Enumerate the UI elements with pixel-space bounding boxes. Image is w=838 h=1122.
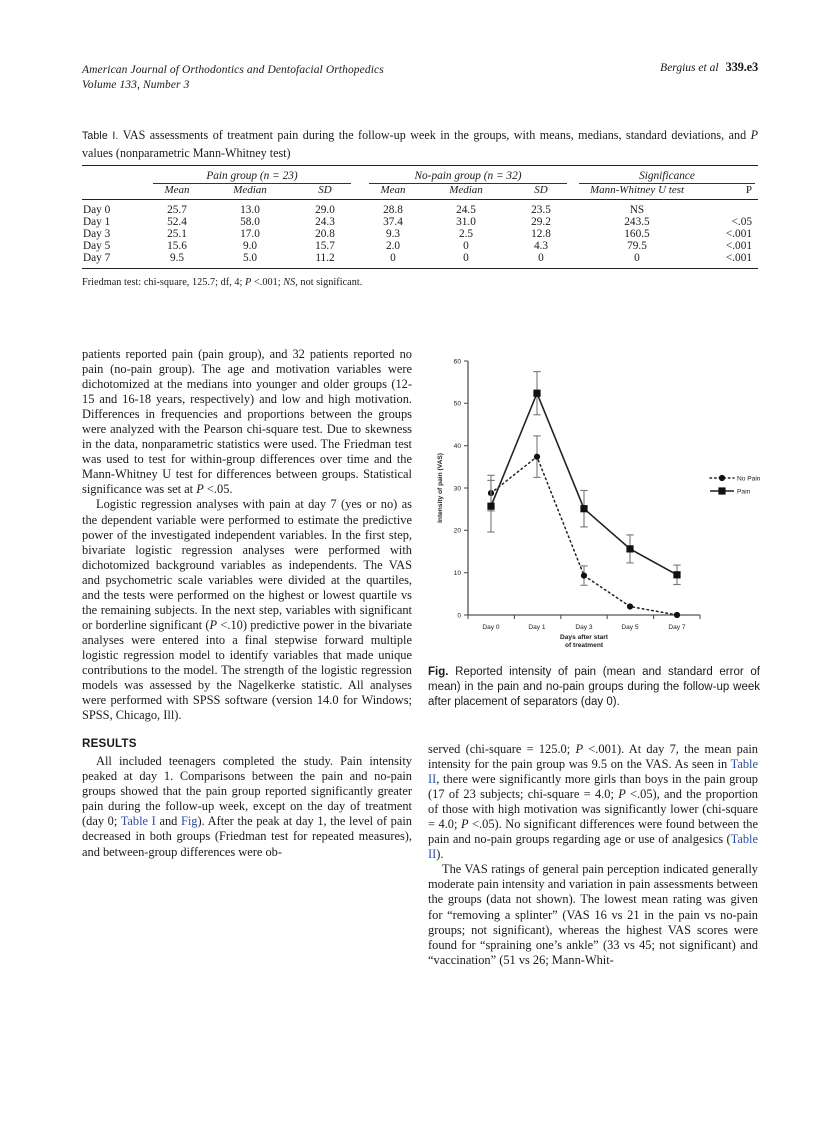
xref-figure[interactable]: Fig: [180, 814, 198, 829]
xref-table-ii-second[interactable]: Table II: [428, 832, 758, 862]
cell-pain-sd: 15.7: [315, 240, 335, 252]
subheader-nopain-sd: SD: [534, 184, 548, 196]
cell-p: <.05: [731, 216, 752, 228]
cell-day: Day 3: [83, 228, 111, 240]
cell-nopain-median: 0: [463, 240, 469, 252]
issue-number: 3: [183, 79, 190, 91]
cell-mwu: 0: [634, 252, 640, 264]
data-point-pain-day5: [626, 545, 633, 552]
cell-mwu: 79.5: [627, 240, 647, 252]
table-row: [82, 204, 758, 216]
volume-number: 133,: [119, 79, 140, 91]
subheader-p: P: [745, 184, 752, 196]
cell-pain-median: 13.0: [240, 204, 260, 216]
legend-entry-pain: [710, 487, 751, 495]
cell-nopain-mean: 2.0: [385, 240, 401, 252]
table-label: Table I.: [82, 130, 119, 142]
data-point-no-pain-day5: [627, 603, 633, 609]
cell-nopain-sd: 29.2: [531, 216, 551, 228]
table-subheader-row: [82, 184, 758, 196]
figure-chart: [428, 347, 760, 657]
series-line-pain: [491, 393, 677, 575]
table-footnote: Friedman test: chi-square, 125.7; df, 4; P <.001; NS, not significant.: [82, 277, 363, 288]
cell-pain-sd: 11.2: [315, 252, 335, 264]
figure-caption-text: Reported intensity of pain (mean and standard error of mean) in the pain and no-pain groups during the follow-up week after placement of separators (day 0).: [428, 666, 760, 709]
paragraph-results-opening: All included teenagers completed the study. Pain intensity peaked at day 1. Comparisons between the pain and no-pain groups showed that the pain group reported significantly greater pain during the follow-up week, except on the day of treatment (day 0; Table I and Fig). After the peak at day 1, the level of pain decreased in both groups (Friedman test for repeated measures), and between-group differences were ob-: [82, 754, 412, 859]
cell-nopain-mean: 0: [390, 252, 396, 264]
cell-mwu: 243.5: [624, 216, 650, 228]
svg-text:20: 20: [453, 527, 461, 535]
figure-caption: [428, 665, 760, 711]
cell-nopain-sd: 12.8: [531, 228, 551, 240]
svg-text:50: 50: [453, 400, 461, 408]
table-row: [82, 228, 758, 240]
svg-text:of treatment: of treatment: [564, 642, 604, 649]
cell-nopain-median: 2.5: [458, 228, 474, 240]
svg-text:0: 0: [457, 612, 461, 620]
svg-text:60: 60: [453, 358, 461, 366]
cell-pain-median: 9.0: [242, 240, 258, 252]
table-caption: [82, 127, 758, 161]
cell-nopain-mean: 28.8: [383, 204, 403, 216]
x-axis-title: [560, 634, 609, 649]
group-header-nopain: [360, 170, 576, 184]
cell-p: <.001: [725, 228, 752, 240]
paragraph-logistic-regression: Logistic regression analyses with pain at day 7 (yes or no) as the dependent variable were performed to estimate the predictive power of the investigated independent variables. In the first step, bivariate logistic regression analyses were performed with dichotomized background variables as independents. The VAS and psychometric scale variables were divided at the quartiles, and the tests were performed on the highest or lowest quartile vs the remaining subjects. In the next step, variables with significant or borderline significant (P <.10) predictive power in the bivariate analyses were entered into a final stepwise forward multiple logistic regression model to identify variables that made unique contributions to the model. The strength of the logistic regression models was assessed by the Nagelkerke statistic. All analyses were performed with SPSS software (version 14.0 for Windows; SPSS, Chicago, Ill).: [82, 497, 412, 723]
svg-text:30: 30: [453, 485, 461, 493]
section-heading-results: RESULTS: [82, 737, 137, 751]
data-point-no-pain-day1: [534, 454, 540, 460]
y-axis-title: Intensity of pain (VAS): [437, 453, 444, 523]
data-point-no-pain-day7: [674, 612, 680, 618]
cell-day: Day 7: [83, 252, 111, 264]
subheader-pain-median: Median: [233, 184, 267, 196]
author-citation: Bergius et al: [660, 62, 719, 74]
subheader-nopain-mean: Mean: [380, 184, 406, 196]
svg-text:Day 5: Day 5: [621, 624, 639, 631]
cell-pain-sd: 20.8: [315, 228, 335, 240]
legend-marker-no-pain: [719, 475, 725, 481]
legend-entry-no-pain: [710, 475, 760, 483]
paragraph-vas-ratings: The VAS ratings of general pain perception indicated generally moderate pain intensity and variation in pain assessments between the groups (data not shown). The lowest mean rating was given for “removing a splinter” (VAS 16 vs 21 in the pain vs no-pain groups; not significant), whereas the highest VAS scores were found for “spraining one’s ankle” (33 vs 45; not significant) and “vaccination” (51 vs 26; Mann-Whit-: [428, 862, 758, 967]
cell-p: <.001: [725, 252, 752, 264]
xref-table-i[interactable]: Table I: [120, 814, 156, 829]
page-number: 339.e3: [725, 60, 758, 74]
volume-word: Volume: [82, 79, 117, 91]
cell-p: <.001: [725, 240, 752, 252]
table-row: [82, 252, 758, 264]
cell-mwu: NS: [629, 204, 645, 216]
chart-legend: [710, 475, 760, 496]
running-head-right: [660, 60, 758, 75]
subheader-mwu: Mann-Whitney U test: [589, 184, 685, 196]
xref-table-ii-first[interactable]: Table II: [428, 757, 758, 787]
group-header-pain: [144, 170, 360, 184]
series-line-no-pain: [491, 457, 677, 615]
svg-text:Day 1: Day 1: [528, 624, 546, 631]
cell-nopain-sd: 4.3: [533, 240, 549, 252]
right-text-column: [428, 742, 758, 968]
cell-pain-sd: 24.3: [315, 216, 335, 228]
data-point-no-pain-day3: [581, 573, 587, 579]
pain-intensity-line-chart: [428, 347, 760, 657]
paragraph-results-continued: served (chi-square = 125.0; P <.001). At day 7, the mean pain intensity for the pain group was 9.5 on the VAS. As seen in Table II, there were significantly more girls than boys in the pain group (17 of 23 subjects; chi-square = 4.0; P <.05), and the proportion of those with high motivation was significantly lower (chi-square = 4.0; P <.05). No significant differences were found between the pain and no-pain groups regarding age or use of analgesics (Table II).: [428, 742, 758, 862]
svg-text:10: 10: [453, 570, 461, 578]
table-row: [82, 240, 758, 252]
legend-label-no-pain: No Pain: [737, 475, 760, 483]
svg-text:Days after start: Days after start: [559, 634, 609, 641]
table-group-header-row: [82, 170, 758, 184]
svg-text:Day 7: Day 7: [668, 624, 686, 631]
cell-pain-mean: 52.4: [167, 216, 187, 228]
svg-text:Day 3: Day 3: [575, 624, 593, 631]
cell-pain-mean: 15.6: [167, 240, 187, 252]
cell-pain-median: 5.0: [242, 252, 258, 264]
figure-label: Fig.: [428, 666, 449, 678]
cell-day: Day 1: [83, 216, 111, 228]
left-text-column: [82, 347, 412, 860]
cell-pain-median: 58.0: [240, 216, 260, 228]
group-header-pain-label: Pain group (n = 23): [206, 170, 298, 182]
data-point-pain-day0: [487, 503, 494, 510]
legend-label-pain: Pain: [737, 488, 751, 496]
error-bars-pain: [487, 372, 680, 585]
data-point-pain-day1: [533, 390, 540, 397]
journal-title: American Journal of Orthodontics and Dentofacial Orthopedics: [82, 64, 384, 76]
figure-block: [428, 347, 760, 711]
cell-nopain-mean: 9.3: [385, 228, 401, 240]
subheader-pain-mean: Mean: [164, 184, 190, 196]
group-header-significance: [576, 170, 758, 184]
cell-pain-mean: 9.5: [169, 252, 185, 264]
cell-nopain-median: 24.5: [456, 204, 476, 216]
cell-mwu: 160.5: [624, 228, 650, 240]
cell-day: Day 0: [83, 204, 111, 216]
table-caption-text: VAS assessments of treatment pain during the follow-up week in the groups, with means, medians, standard deviations, and P values (nonparametric Mann-Whitney test): [82, 128, 758, 160]
data-point-pain-day7: [673, 571, 680, 578]
subheader-day: [82, 184, 144, 196]
x-axis-tick-labels: [482, 624, 686, 631]
series-markers-pain: [487, 390, 680, 579]
series-markers-no-pain: [488, 454, 680, 618]
number-word: Number: [142, 79, 181, 91]
subheader-nopain-median: Median: [449, 184, 483, 196]
paragraph-methods-continued: patients reported pain (pain group), and 32 patients reported no pain (no-pain group). The age and motivation variables were dichotomized at the medians into younger and older groups (12-15 and 16-18 years, respectively) and low and high motivation. Differences in frequencies and proportions between the groups were analyzed with the Pearson chi-square test. Due to skewness in the data, nonparametric statistics were used. The Friedman test was used to test for within-group differences over time and the Mann-Whitney U test for differences between groups. Statistical significance was set at P <.05.: [82, 347, 412, 497]
cell-nopain-sd: 0: [538, 252, 544, 264]
subheader-pain-sd: SD: [318, 184, 332, 196]
y-axis-tick-labels: [454, 358, 462, 619]
cell-pain-mean: 25.7: [167, 204, 187, 216]
cell-p: [698, 204, 758, 216]
cell-nopain-mean: 37.4: [383, 216, 403, 228]
cell-nopain-median: 0: [463, 252, 469, 264]
cell-pain-median: 17.0: [240, 228, 260, 240]
group-header-significance-label: Significance: [639, 170, 695, 182]
table-i-block: [82, 127, 758, 288]
legend-marker-pain: [718, 487, 725, 494]
cell-pain-mean: 25.1: [167, 228, 187, 240]
cell-nopain-median: 31.0: [456, 216, 476, 228]
cell-day: Day 5: [83, 240, 111, 252]
group-header-nopain-label: No-pain group (n = 32): [414, 170, 522, 182]
running-head: [82, 60, 758, 90]
svg-text:40: 40: [453, 443, 461, 451]
cell-nopain-sd: 23.5: [531, 204, 551, 216]
volume-issue: [82, 79, 189, 91]
table-row: [82, 216, 758, 228]
cell-pain-sd: 29.0: [315, 204, 335, 216]
group-header-blank: [82, 170, 144, 184]
table-i: [82, 165, 758, 272]
svg-text:Day 0: Day 0: [482, 624, 500, 631]
data-point-pain-day3: [580, 505, 587, 512]
